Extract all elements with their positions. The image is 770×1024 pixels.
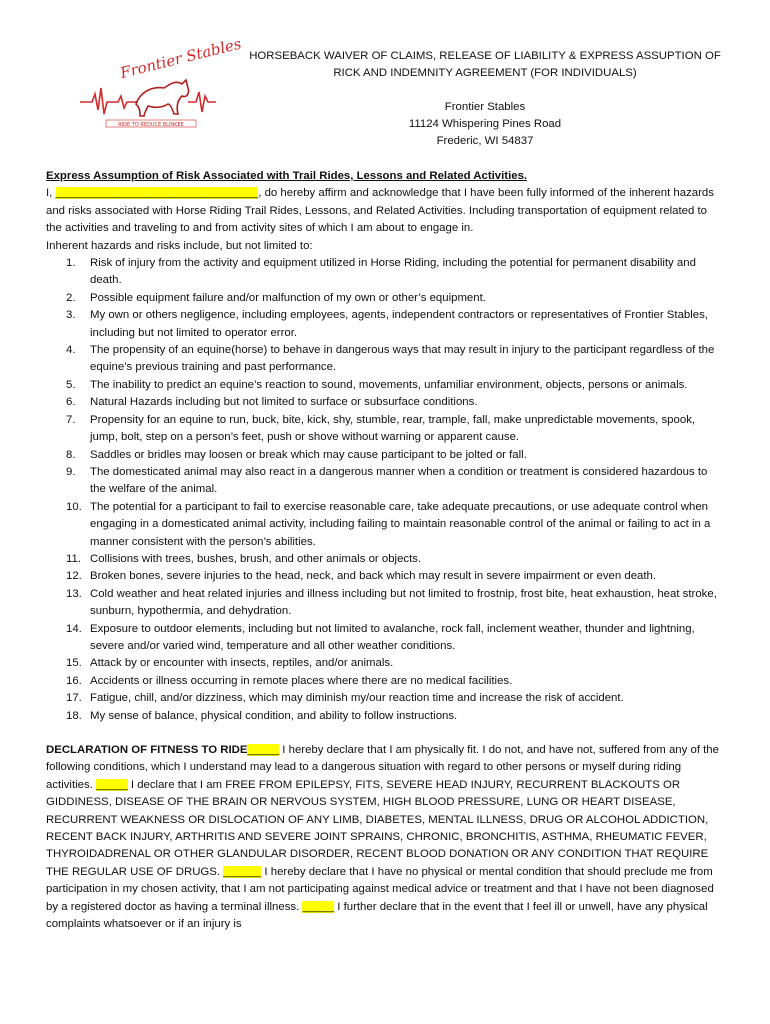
street-address: 11124 Whispering Pines Road: [408, 118, 562, 130]
risk-item-number: 17.: [66, 692, 82, 705]
risk-item-number: 13.: [66, 587, 82, 600]
fitness-text-3: I hereby declare that I have no physical or mental condition that should preclude me from participation in my chosen activity, that I am not participating against medical advice or treatment and that I have not been diagnosed by a registered doctor as having a terminal illness.: [46, 865, 714, 913]
participant-name-field[interactable]: ________________________________: [55, 187, 259, 200]
fitness-heading: DECLARATION OF FITNESS TO RIDE: [46, 744, 248, 756]
risk-section-heading: Express Assumption of Risk Associated with Trail Rides, Lessons and Related Activities.: [46, 170, 528, 182]
risk-item: [46, 690, 722, 707]
initials-field-4[interactable]: _____: [302, 900, 335, 913]
risk-item-number: 16.: [66, 674, 82, 687]
risk-item-text: The inability to predict an equine’s reaction to sound, movements, unfamiliar environment, objects, persons or animals.: [90, 378, 688, 391]
risk-item-text: The domesticated animal may also react in a dangerous manner when a condition or treatment is considered hazardous to the welfare of the animal.: [90, 465, 708, 496]
risk-item-number: 2.: [66, 291, 76, 304]
risk-item-text: The propensity of an equine(horse) to behave in dangerous ways that may result in injury to the participant regardless of the equine’s previous training and past performance.: [90, 344, 715, 374]
risk-item-number: 6.: [66, 396, 76, 409]
risk-item: [46, 290, 722, 307]
risk-item: [46, 394, 722, 411]
risk-item: [46, 568, 722, 585]
logo-lettering: Frontier Stables: [118, 34, 244, 83]
risk-item-text: Broken bones, severe injuries to the head, neck, and back which may result in severe impairment or even death.: [90, 570, 657, 583]
risk-item-text: The potential for a participant to fail to exercise reasonable care, take adequate precautions, or use adequate control when engaging in a domesticated animal activity, including failing to maintain reasonable control of the animal or failing to act in a manner consistent with the person’s abilities.: [90, 500, 711, 548]
risk-item-number: 11.: [66, 552, 81, 565]
risk-item-text: Accidents or illness occurring in remote places where there are no medical facilities.: [90, 674, 513, 687]
risk-item: [46, 412, 722, 447]
risk-item-number: 7.: [66, 413, 76, 426]
risk-item-text: My sense of balance, physical condition, and ability to follow instructions.: [90, 709, 458, 722]
city-state-zip: Frederic, WI 54837: [436, 135, 534, 147]
risk-item-number: 8.: [66, 448, 76, 461]
waiver-body: [46, 168, 722, 933]
risk-item-number: 10.: [66, 500, 82, 513]
business-name: Frontier Stables: [444, 101, 526, 113]
risk-item: [46, 673, 722, 690]
fitness-text-4: I further declare that in the event that I feel ill or unwell, have any physical complaints whatsoever or if an injury is: [46, 900, 708, 931]
risk-item-text: Fatigue, chill, and/or dizziness, which may diminish my/our reaction time and increase the risk of accident.: [90, 692, 624, 705]
risk-item-text: Natural Hazards including but not limited to surface or subsurface conditions.: [90, 396, 478, 409]
risk-item-text: Possible equipment failure and/or malfunction of my own or other’s equipment.: [90, 291, 486, 304]
risk-item-text: Cold weather and heat related injuries and illness including but not limited to frostnip, frost bite, heat exhaustion, heat stroke, sunburn, hypothermia, and dehydration.: [90, 587, 717, 618]
risk-item: [46, 447, 722, 464]
horse-heartbeat-logo-graphic: [78, 34, 244, 140]
horse-icon: [136, 80, 189, 116]
intro-suffix: , do hereby affirm and acknowledge that I have been fully informed of the inherent hazards and risks associated with Horse Riding Trail Rides, Lessons, and Related Activities. Including transportation of equipment related to the activities and traveling to and from activity sites of which I am about to engage in.: [46, 187, 714, 235]
risk-item: [46, 655, 722, 672]
logo-tagline: RIDE TO REDUCE BLINKEE: [118, 122, 184, 128]
intro-prefix: I,: [46, 187, 53, 200]
risk-item: [46, 342, 722, 377]
fitness-text-2: I declare that I am FREE FROM EPILEPSY, FITS, SEVERE HEAD INJURY, RECURRENT BLACKOUTS OR GIDDINESS, DISEASE OF THE BRAIN OR NERVOUS SYSTEM, HIGH BLOOD PRESSURE, LUNG OR HEART DISEASE, RECURRENT WEAKNESS OR DISLOCATION OF ANY LIMB, DIABETES, MENTAL ILLNESS, DRUG OR ALCOHOL ADDICTION, RECENT BACK INJURY, ARTHRITIS AND SEVERE JOINT SPRAINS, CHRONIC, BRONCHITIS, ASTHMA, RHEUMATIC FEVER, THYROIDADRENAL OR OTHER GLANDULAR DISORDER, RECENT BLOOD DONATION OR ANY CONDITION THAT REQUIRE THE REGULAR USE OF DRUGS.: [46, 778, 709, 878]
risk-list: [46, 255, 722, 725]
risk-item-number: 3.: [66, 309, 76, 322]
risk-item: [46, 307, 722, 342]
fitness-text-1: I hereby declare that I am physically fit. I do not, and have not, suffered from any of the following conditions, which I understand may lead to a dangerous situation with regard to other persons or myself during riding activities.: [46, 744, 719, 791]
risk-item: [46, 551, 722, 568]
risk-item-number: 14.: [66, 622, 82, 635]
risk-item: [46, 464, 722, 499]
document-header: [230, 48, 740, 150]
risk-item: [46, 255, 722, 290]
list-intro: Inherent hazards and risks include, but not limited to:: [46, 239, 313, 252]
title-line-2: RICK AND INDEMNITY AGREEMENT (FOR INDIVIDUALS): [333, 67, 637, 79]
heartbeat-line-right: [188, 92, 216, 112]
risk-item-number: 15.: [66, 657, 82, 670]
risk-item-text: Saddles or bridles may loosen or break which may cause participant to be jolted or fall.: [90, 448, 527, 461]
frontier-stables-logo: [78, 34, 244, 140]
risk-item-text: Propensity for an equine to run, buck, bite, kick, shy, stumble, rear, trample, fall, make unpredictable movements, spook, jump, bolt, step on a person’s feet, push or shove without warning or apparent cause.: [90, 413, 696, 444]
risk-item-text: Exposure to outdoor elements, including but not limited to avalanche, rock fall, inclement weather, thunder and lightning, severe and/or varied wind, temperature and all other weather conditions.: [90, 622, 695, 652]
risk-item-text: Collisions with trees, bushes, brush, and other animals or objects.: [90, 552, 422, 565]
risk-item: [46, 499, 722, 551]
risk-item: [46, 621, 722, 656]
risk-item: [46, 377, 722, 394]
risk-item-number: 18.: [66, 709, 82, 722]
risk-item-number: 12.: [66, 570, 82, 583]
risk-item-number: 5.: [66, 378, 76, 391]
risk-item-number: 4.: [66, 344, 76, 357]
risk-item-text: Attack by or encounter with insects, reptiles, and/or animals.: [90, 657, 394, 670]
title-line-1: HORSEBACK WAIVER OF CLAIMS, RELEASE OF LIABILITY & EXPRESS ASSUPTION OF: [249, 50, 721, 62]
risk-item: [46, 586, 722, 621]
risk-item: [46, 708, 722, 725]
risk-item-text: My own or others negligence, including employees, agents, independent contractors or representatives of Frontier Stables, including but not limited to operator error.: [90, 309, 708, 339]
initials-field-1[interactable]: _____: [247, 744, 280, 756]
heartbeat-line: [80, 88, 138, 114]
initials-field-2[interactable]: _____: [96, 778, 128, 791]
risk-item-number: 1.: [66, 257, 76, 270]
risk-item-text: Risk of injury from the activity and equipment utilized in Horse Riding, including the potential for permanent disability and death.: [90, 257, 696, 287]
fitness-declaration: [46, 742, 722, 933]
acknowledgement-paragraph: [46, 185, 722, 237]
initials-field-3[interactable]: ______: [223, 865, 262, 878]
risk-item-number: 9.: [66, 465, 76, 478]
